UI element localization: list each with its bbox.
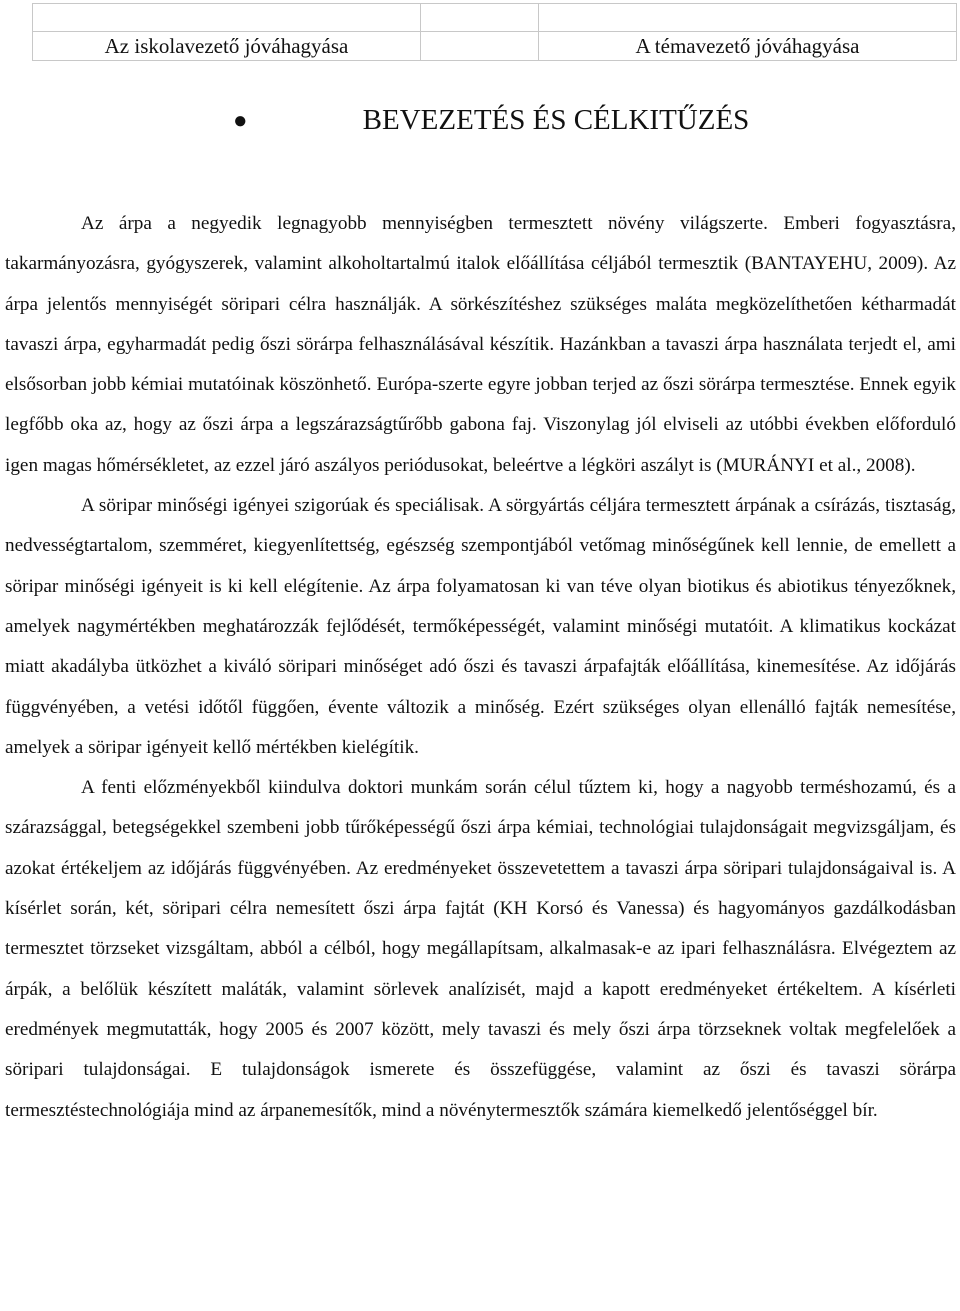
approval-table-label-row	[33, 32, 957, 61]
blank-cell	[421, 32, 539, 61]
approval-table	[32, 3, 957, 61]
section-title: BEVEZETÉS ÉS CÉLKITŰZÉS	[362, 104, 750, 136]
school-head-approval-label: Az iskolavezető jóváhagyása	[33, 32, 421, 61]
paragraph: A söripar minőségi igényei szigorúak és speciálisak. A sörgyártás céljára termesztett árpának a csírázás, tisztaság, nedvességtartalom, szemméret, kiegyenlítettség, egészség szempontjából vetőmag minőségűnek kell lennie, de emellett a söripar minőségi igényeit is ki kell elégítenie. Az árpa folyamatosan ki van téve olyan biotikus és abiotikus tényezőknek, amelyek nagymértékben meghatározzák fejlődését, termőképességét, valamint minőségi mutatóit. A klimatikus kockázat miatt akadályba ütközhet a kiváló söripari minőséget adó őszi és tavaszi árpafajták előállítása, kinemesítése. Az időjárás függvényében, a vetési időtől függően, évente változik a minőség. Ezért szükséges olyan ellenálló fajták nemesítése, amelyek a söripar igényeit kellő mértékben kielégítik.	[5, 495, 956, 758]
paragraph: Az árpa a negyedik legnagyobb mennyiségben termesztett növény világszerte. Emberi fogyasztásra, takarmányozásra, gyógyszerek, valamint alkoholtartalmú italok előállítása céljából termesztik (BANTAYEHU, 2009). Az árpa jelentős mennyiségét söripari célra használják. A sörkészítéshez szükséges maláta megközelíthetően kétharmadát tavaszi árpa, egyharmadát pedig őszi sörárpa felhasználásával készítik. Hazánkban a tavaszi árpa használata terjedt el, ami elsősorban jobb kémiai mutatóinak köszönhető. Európa-szerte egyre jobban terjed az őszi sörárpa termesztése. Ennek egyik legfőbb oka az, hogy az őszi árpa a legszárazságtűrőbb gabona faj. Viszonylag jól elviseli az utóbbi években előforduló igen magas hőmérsékletet, az ezzel járó aszályos periódusokat, beleértve a légköri aszályt is (MURÁNYI et al., 2008).	[5, 213, 956, 476]
approval-table-blank-row	[33, 4, 957, 32]
supervisor-approval-label: A témavezető jóváhagyása	[539, 32, 957, 61]
section-heading	[0, 104, 960, 137]
paragraph: A fenti előzményekből kiindulva doktori munkám során célul tűztem ki, hogy a nagyobb terméshozamú, és a szárazsággal, betegségekkel szembeni jobb tűrőképességű őszi árpa kémiai, technológiai tulajdonságait megvizsgáljam, és azokat értékeljem az időjárás függvényében. Az eredményeket összevetettem a tavaszi árpa söripari tulajdonságaival is. A kísérlet során, két, söripari célra nemesített őszi árpa fajtát (KH Korsó és Vanessa) és hagyományos gazdálkodásban termesztet törzseket vizsgáltam, abból a célból, hogy megállapítsam, alkalmasak-e az ipari felhasználásra. Elvégeztem az árpák, a belőlük készített maláták, valamint sörlevek analízisét, majd a kapott eredményeket értékeltem. A kísérleti eredmények megmutatták, hogy 2005 és 2007 között, mely tavaszi és mely őszi árpa törzseknek voltak megfelelőek a söripari tulajdonságai. E tulajdonságok ismerete és összefüggése, valamint az őszi és tavaszi sörárpa termesztéstechnológiája mind az árpanemesítők, mind a növénytermesztők számára kiemelkedő jelentőséggel bír.	[5, 777, 956, 1121]
body-text	[5, 204, 956, 1131]
blank-cell	[421, 4, 539, 32]
blank-cell	[33, 4, 421, 32]
bullet-icon: ●	[233, 108, 248, 134]
blank-cell	[539, 4, 957, 32]
